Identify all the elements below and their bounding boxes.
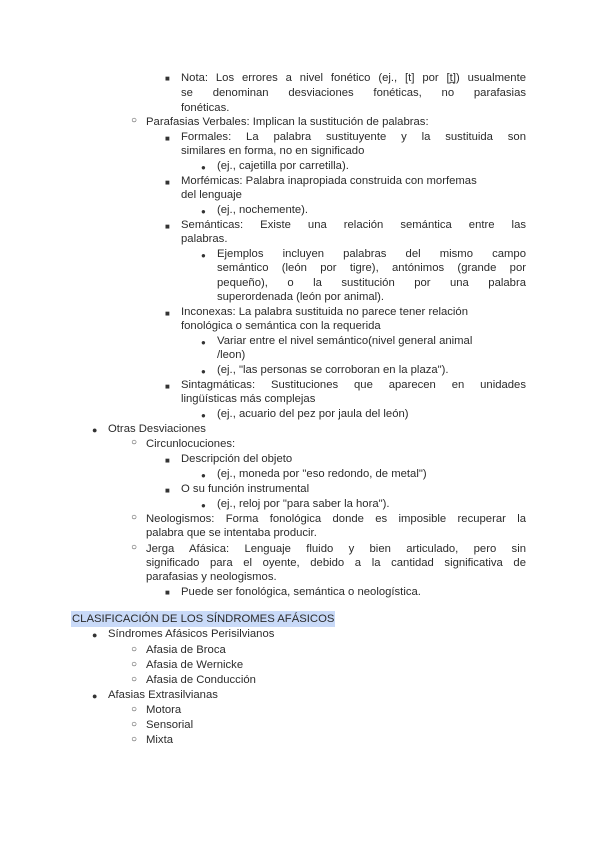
note-line: fonéticas. xyxy=(181,102,230,114)
circunlocuciones-func-example: (ej., reloj por "para saber la hora"). xyxy=(217,498,390,510)
jerga-line: significado para el oyente, debido a la cantidad significativa de xyxy=(146,557,526,569)
list-item: Afasia de Broca xyxy=(146,644,226,656)
otras-title: Otras Desviaciones xyxy=(108,423,206,435)
semanticas-example: superordenada (león por animal). xyxy=(217,291,385,303)
jerga-line: Jerga Afásica: Lenguaje fluido y bien articulado, pero sin xyxy=(146,543,526,555)
section-heading: CLASIFICACIÓN DE LOS SÍNDROMES AFÁSICOS xyxy=(72,613,335,625)
circunlocuciones-title: Circunlocuciones: xyxy=(146,438,236,450)
note-line: se denominan desviaciones fonéticas, no parafasias xyxy=(181,87,526,99)
square-bullet-icon: ■ xyxy=(165,382,170,391)
dot-bullet-icon: ● xyxy=(92,425,98,435)
inconexas-example: (ej., "las personas se corroboran en la plaza"). xyxy=(217,364,449,376)
morfemicas-example: (ej., nochemente). xyxy=(217,204,309,216)
square-bullet-icon: ■ xyxy=(165,456,170,465)
circunlocuciones-desc: Descripción del objeto xyxy=(181,453,293,465)
morfemicas-line: Morfémicas: Palabra inapropiada construida con morfemas xyxy=(181,175,477,187)
formales-line: Formales: La palabra sustituyente y la sustituida son xyxy=(181,131,526,143)
list-item: Afasia de Wernicke xyxy=(146,659,244,671)
jerga-sub: Puede ser fonológica, semántica o neologística. xyxy=(181,586,421,598)
sintagmaticas-line: lingüísticas más complejas xyxy=(181,393,316,405)
sintagmaticas-line: Sintagmáticas: Sustituciones que aparecen en unidades xyxy=(181,379,526,391)
dot-bullet-icon: ● xyxy=(92,691,98,701)
perisilvianos-title: Síndromes Afásicos Perisilvianos xyxy=(108,628,275,640)
semanticas-line: Semánticas: Existe una relación semántica entre las xyxy=(181,219,526,231)
formales-line: similares en forma, no en significado xyxy=(181,145,365,157)
sintagmaticas-example: (ej., acuario del pez por jaula del león) xyxy=(217,408,409,420)
circunlocuciones-func: O su función instrumental xyxy=(181,483,310,495)
list-item: Afasia de Conducción xyxy=(146,674,256,686)
dot-bullet-icon: ● xyxy=(201,501,206,510)
formales-example: (ej., cajetilla por carretilla). xyxy=(217,160,349,172)
circle-bullet-icon: ○ xyxy=(131,115,138,126)
semanticas-example: Ejemplos incluyen palabras del mismo campo xyxy=(217,248,526,260)
square-bullet-icon: ■ xyxy=(165,134,170,143)
circunlocuciones-desc-example: (ej., moneda por "eso redondo, de metal") xyxy=(217,468,427,480)
semanticas-line: palabras. xyxy=(181,233,228,245)
morfemicas-line: del lenguaje xyxy=(181,189,242,201)
circle-bullet-icon: ○ xyxy=(131,674,138,685)
note-line: Nota: Los errores a nivel fonético (ej., [t] por [t̪]) usualmente xyxy=(181,72,526,84)
circle-bullet-icon: ○ xyxy=(131,734,138,745)
circle-bullet-icon: ○ xyxy=(131,437,138,448)
square-bullet-icon: ■ xyxy=(165,222,170,231)
circle-bullet-icon: ○ xyxy=(131,542,138,553)
square-bullet-icon: ■ xyxy=(165,486,170,495)
neologismos-line: Neologismos: Forma fonológica donde es imposible recuperar la xyxy=(146,513,526,525)
dot-bullet-icon: ● xyxy=(201,471,206,480)
jerga-line: parafasias y neologismos. xyxy=(146,571,277,583)
extrasilvianas-title: Afasias Extrasilvianas xyxy=(108,689,218,701)
dot-bullet-icon: ● xyxy=(201,411,206,420)
dot-bullet-icon: ● xyxy=(92,630,98,640)
square-bullet-icon: ■ xyxy=(165,309,170,318)
circle-bullet-icon: ○ xyxy=(131,512,138,523)
list-item: Mixta xyxy=(146,734,173,746)
semanticas-example: semántico (león por tigre), antónimos (grande por xyxy=(217,262,526,274)
dot-bullet-icon: ● xyxy=(201,338,206,347)
circle-bullet-icon: ○ xyxy=(131,644,138,655)
square-bullet-icon: ■ xyxy=(165,178,170,187)
dot-bullet-icon: ● xyxy=(201,207,206,216)
dot-bullet-icon: ● xyxy=(201,367,206,376)
verbal-paraphasias-title: Parafasias Verbales: Implican la sustitución de palabras: xyxy=(146,116,429,128)
dot-bullet-icon: ● xyxy=(201,163,206,172)
list-item: Sensorial xyxy=(146,719,194,731)
inconexas-sub: Variar entre el nivel semántico(nivel general animal xyxy=(217,335,473,347)
inconexas-sub: /leon) xyxy=(217,349,246,361)
square-bullet-icon: ■ xyxy=(165,74,170,83)
circle-bullet-icon: ○ xyxy=(131,719,138,730)
inconexas-line: Inconexas: La palabra sustituida no parece tener relación xyxy=(181,306,469,318)
semanticas-example: pequeño), o la sustitución por una palabra xyxy=(217,277,526,289)
dot-bullet-icon: ● xyxy=(201,251,206,260)
list-item: Motora xyxy=(146,704,182,716)
circle-bullet-icon: ○ xyxy=(131,704,138,715)
circle-bullet-icon: ○ xyxy=(131,659,138,670)
neologismos-line: palabra que se intentaba producir. xyxy=(146,527,317,539)
square-bullet-icon: ■ xyxy=(165,588,170,597)
inconexas-line: fonológica o semántica con la requerida xyxy=(181,320,381,332)
